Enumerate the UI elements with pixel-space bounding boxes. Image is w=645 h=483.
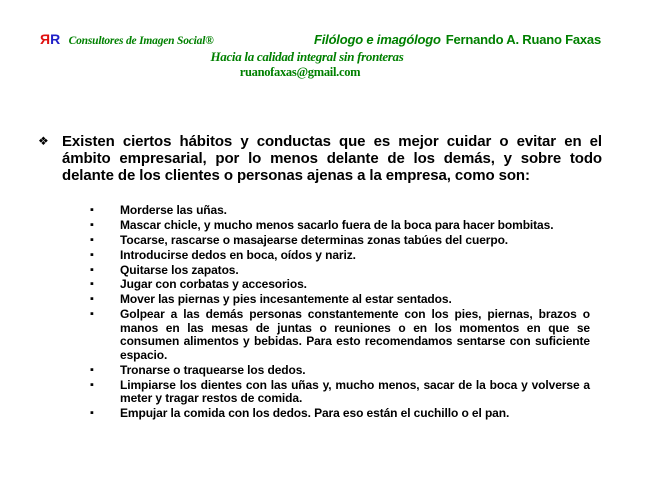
square-bullet-icon: ▪ — [90, 248, 94, 261]
list-item — [90, 234, 590, 248]
list-item-text: Tronarse o traquearse los dedos. — [120, 362, 306, 377]
list-item-text: Quitarse los zapatos. — [120, 262, 239, 277]
author-name: Fernando A. Ruano Faxas — [445, 32, 601, 47]
list-item — [90, 264, 590, 278]
list-item — [90, 219, 590, 233]
list-item-text: Empujar la comida con los dedos. Para eso están el cuchillo o el pan. — [120, 405, 510, 420]
list-item-text: Introducirse dedos en boca, oídos y nariz. — [120, 247, 356, 262]
list-item — [90, 308, 590, 362]
tagline: Hacia la calidad integral sin fronteras — [210, 49, 404, 64]
list-item — [90, 204, 590, 218]
square-bullet-icon: ▪ — [90, 204, 94, 216]
square-bullet-icon: ▪ — [90, 278, 94, 291]
square-bullet-icon: ▪ — [90, 378, 94, 391]
diamond-bullet-icon: ❖ — [38, 134, 49, 148]
intro-bullet — [38, 133, 604, 184]
email-address: ruanofaxas@gmail.com — [239, 65, 361, 79]
list-item-text: Golpear a las demás personas constantemente con los pies, piernas, brazos o manos en las mesas de juntas o reuniones o en los momentos en que se consumen alimentos y bebidas. Para esto recomendamos sentarse con suficiente espacio. — [120, 307, 590, 362]
company-name: Consultores de Imagen Social® — [68, 35, 214, 47]
list-item — [90, 293, 590, 307]
square-bullet-icon: ▪ — [90, 218, 94, 231]
list-item — [90, 278, 590, 292]
logo-letter-ya-icon: Я — [40, 31, 51, 47]
habits-list — [90, 204, 590, 422]
list-item — [90, 249, 590, 263]
list-item-text: Jugar con corbatas y accesorios. — [120, 277, 307, 292]
list-item-text: Morderse las uñas. — [120, 203, 227, 217]
list-item-text: Mover las piernas y pies incesantemente al estar sentados. — [120, 292, 452, 307]
list-item — [90, 379, 590, 406]
square-bullet-icon: ▪ — [90, 233, 94, 246]
square-bullet-icon: ▪ — [90, 363, 94, 376]
list-item — [90, 364, 590, 378]
header-row — [40, 31, 601, 49]
square-bullet-icon: ▪ — [90, 263, 94, 276]
square-bullet-icon: ▪ — [90, 308, 94, 321]
list-item-text: Mascar chicle, y mucho menos sacarlo fuera de la boca para hacer bombitas. — [120, 217, 554, 232]
list-item-text: Limpiarse los dientes con las uñas y, mucho menos, sacar de la boca y volverse a meter y tragar restos de comida. — [120, 377, 590, 406]
author-role: Filólogo e imagólogo — [314, 32, 441, 47]
logo-letter-r-icon: R — [50, 31, 61, 47]
intro-text: Existen ciertos hábitos y conductas que es mejor cuidar o evitar en el ámbito empresarial, por lo menos delante de los demás, y sobre todo delante de los clientes o personas ajenas a la empresa, como son: — [62, 133, 602, 184]
header-title — [314, 32, 601, 47]
list-item-text: Tocarse, rascarse o masajearse determinas zonas tabúes del cuerpo. — [120, 232, 509, 247]
list-item — [90, 407, 590, 421]
square-bullet-icon: ▪ — [90, 293, 94, 306]
square-bullet-icon: ▪ — [90, 406, 94, 419]
company-logo — [40, 31, 214, 49]
